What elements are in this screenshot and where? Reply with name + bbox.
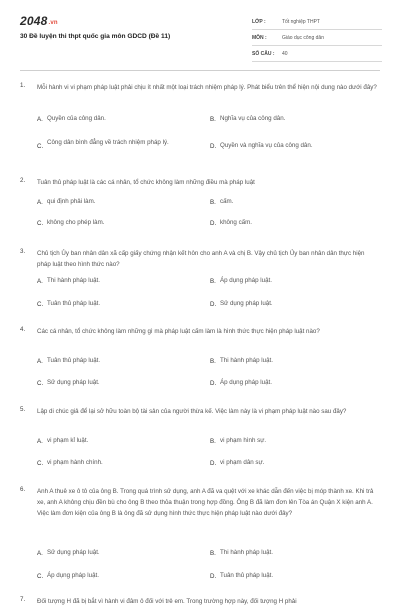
option-letter: B. [210,199,216,206]
option-letter: A. [37,438,43,445]
meta-value: 40 [282,50,288,57]
option-text: Tuân thủ pháp luật. [47,357,101,364]
question-text: Lập di chúc giả để lại sở hữu toàn bộ tài sản của người thừa kế. Việc làm này là vi phạm pháp luật nào sau đây? [37,408,347,415]
header [0,0,400,68]
option-c[interactable] [37,573,202,580]
option-letter: B. [210,550,216,557]
option-a[interactable] [37,278,202,285]
option-letter: B. [210,278,216,285]
option-c[interactable] [37,220,202,227]
option-letter: A. [37,358,43,365]
option-d[interactable] [210,143,380,150]
option-b[interactable] [210,199,380,206]
option-c[interactable] [37,301,202,308]
option-text: vi phạm hành chính. [47,459,103,466]
option-text: Sử dụng pháp luật. [47,379,100,386]
header-divider [20,70,380,71]
option-letter: A. [37,199,43,206]
option-letter: B. [210,116,216,123]
option-c[interactable] [37,460,202,467]
option-letter: D. [210,380,217,387]
meta-value: Tốt nghiệp THPT [282,18,320,25]
option-text: Sử dụng pháp luật. [220,300,273,307]
exam-title: 30 Đề luyện thi thpt quốc gia môn GDCD (Đề 11) [20,33,171,40]
question-text: Chủ tịch Ủy ban nhân dân xã cấp giấy chứng nhận kết hôn cho anh A và chị B. Vậy chủ tịch Ủy ban nhân dân thực hiện pháp luật theo hình thức nào? [37,250,365,268]
meta-value: Giáo dục công dân [282,34,324,41]
option-text: cấm. [220,198,234,205]
option-text: Tuân thủ pháp luật. [47,300,101,307]
option-b[interactable] [210,358,380,365]
option-letter: D. [210,301,217,308]
option-letter: C. [37,460,44,467]
option-text: Áp dụng pháp luật. [220,277,272,284]
option-letter: D. [210,460,217,467]
question-number: 3. [20,248,26,255]
option-text: vi phạm kỉ luật. [47,437,89,444]
option-text: Thi hành pháp luật. [220,549,273,556]
question-text: Anh A thuê xe ô tô của ông B. Trong quá trình sử dụng, anh A đã va quệt với xe khác dẫn đến việc bị móp thành xe. Khi trả xe, anh A không chịu đền bù cho ông B theo thỏa thuận trong hợp đồng. Ông B đã làm đơn lên Tòa án Quận X kiện anh A. Việc làm đơn kiện của ông B là ông đã sử dụng hình thức thực hiện pháp luật nào dưới đây? [37,488,374,517]
meta-key: LỚP : [252,18,266,25]
option-letter: A. [37,550,43,557]
option-text: vi phạm dân sự. [220,459,265,466]
option-letter: C. [37,380,44,387]
option-d[interactable] [210,460,380,467]
logo-number: 2048 [20,14,48,28]
option-text: Tuân thủ pháp luật. [220,572,274,579]
option-d[interactable] [210,301,380,308]
question-number: 1. [20,82,26,89]
option-d[interactable] [210,573,380,580]
option-letter: D. [210,143,217,150]
option-text: Nghĩa vụ của công dân. [220,115,286,122]
option-text: Thi hành pháp luật. [220,357,273,364]
option-b[interactable] [210,550,380,557]
option-text: Sử dụng pháp luật. [47,549,100,556]
option-c[interactable] [37,138,207,150]
question-number: 4. [20,326,26,333]
option-a[interactable] [37,358,202,365]
option-a[interactable] [37,116,202,123]
question-text: Mỗi hành vi vi phạm pháp luật phải chịu ít nhất một loại trách nhiệm pháp lý. Phát biểu trên thể hiện nội dung nào dưới đây? [37,84,377,91]
meta-row-count [252,46,382,62]
site-logo[interactable] [20,14,58,28]
option-d[interactable] [210,380,380,387]
option-b[interactable] [210,438,380,445]
option-letter: B. [210,358,216,365]
question-text: Các cá nhân, tổ chức không làm những gì mà pháp luật cấm làm là hình thức thực hiện pháp luật nào? [37,328,320,335]
option-text: Thi hành pháp luật. [47,277,100,284]
option-letter: C. [37,220,44,227]
option-letter: D. [210,220,217,227]
option-text: không cho phép làm. [47,219,105,226]
option-a[interactable] [37,550,202,557]
option-text: không cấm. [220,219,252,226]
meta-key: SỐ CÂU : [252,50,275,57]
option-text: Quyền của công dân. [47,115,106,122]
option-letter: B. [210,438,216,445]
option-b[interactable] [210,278,380,285]
meta-row-class [252,14,382,30]
option-text: Áp dụng pháp luật. [220,379,272,386]
option-text: Áp dụng pháp luật. [47,572,99,579]
logo-domain: .vn [48,20,58,26]
option-letter: C. [37,143,44,150]
option-text: Quyền và nghĩa vụ của công dân. [220,142,313,149]
option-letter: A. [37,116,43,123]
option-text: Công dân bình đẳng về trách nhiệm pháp lý. [47,139,169,146]
option-text: qui định phải làm. [47,198,96,205]
meta-key: MÔN : [252,34,267,41]
exam-meta [252,14,382,62]
option-text: vi phạm hình sự. [220,437,267,444]
option-c[interactable] [37,380,202,387]
question-number: 2. [20,177,26,184]
question-text: Đối tượng H đã bị bắt vì hành vi đâm ô đối với trẻ em. Trong trường hợp này, đối tượng H phải [37,598,297,605]
option-letter: D. [210,573,217,580]
option-a[interactable] [37,438,202,445]
option-b[interactable] [210,116,380,123]
option-letter: A. [37,278,43,285]
option-d[interactable] [210,220,380,227]
question-text: Tuân thủ pháp luật là các cá nhân, tổ chức không làm những điều mà pháp luật [37,179,255,186]
meta-row-subject [252,30,382,46]
question-number: 5. [20,406,26,413]
option-a[interactable] [37,199,202,206]
option-letter: C. [37,573,44,580]
option-letter: C. [37,301,44,308]
question-number: 7. [20,596,26,603]
question-number: 6. [20,486,26,493]
